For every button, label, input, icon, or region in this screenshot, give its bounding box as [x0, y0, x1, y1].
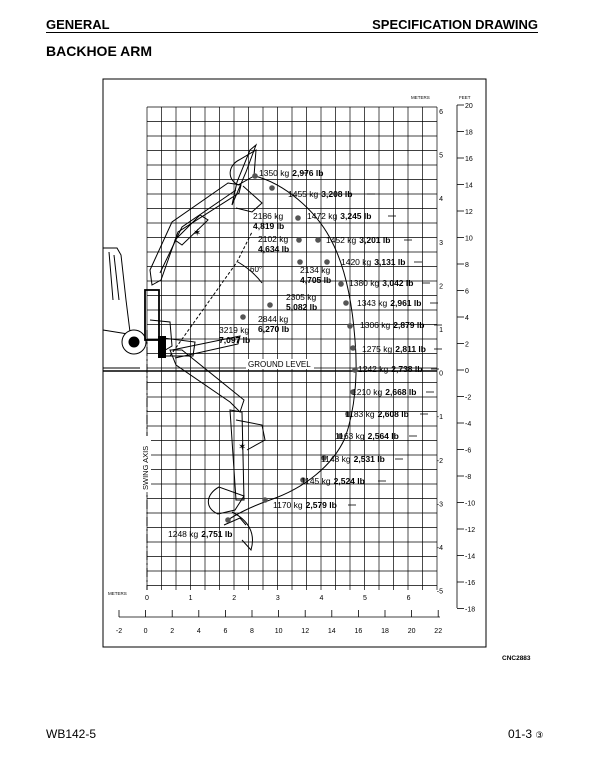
capacity-lb: 2,608 lb: [377, 409, 409, 419]
grid: [147, 107, 437, 590]
capacity-point: [315, 237, 321, 243]
header-document-type: SPECIFICATION DRAWING: [372, 17, 538, 32]
horizontal-feet-tick: 14: [327, 628, 336, 635]
vertical-feet-tick: -12: [465, 527, 476, 534]
capacity-point: [350, 345, 356, 351]
horizontal-meter-tick: 6: [406, 595, 411, 602]
vertical-feet-tick: -16: [465, 580, 476, 587]
capacity-point: [347, 323, 353, 329]
capacity-label: [362, 344, 426, 354]
capacity-lb: 3,245 lb: [340, 211, 372, 221]
capacity-kg: 1380 kg: [349, 278, 380, 288]
horizontal-meter-scale: [145, 595, 411, 602]
feet-unit-label-top: FEET: [459, 95, 471, 100]
vertical-feet-tick: -6: [465, 447, 472, 455]
vertical-feet-tick: -4: [465, 421, 472, 428]
vertical-meter-tick: -5: [436, 588, 443, 596]
vertical-feet-tick: 8: [465, 262, 469, 269]
capacity-lb: 7,097 lb: [219, 335, 251, 345]
capacity-kg: 2844 kg: [258, 314, 289, 324]
header-section-name: GENERAL: [46, 17, 110, 32]
footer-revision-mark: ③: [535, 730, 544, 740]
capacity-kg: 1170 kg: [273, 500, 303, 510]
backhoe-arm-outlines: [150, 145, 265, 550]
capacity-label: [341, 257, 405, 267]
vertical-meter-tick: -2: [436, 457, 443, 465]
horizontal-feet-tick: 18: [381, 628, 389, 635]
capacity-label: [300, 265, 331, 285]
vertical-meter-tick: 3: [439, 239, 443, 247]
capacity-points: [225, 173, 358, 523]
vertical-meter-scale: [437, 109, 443, 596]
horizontal-feet-tick: 0: [143, 628, 148, 635]
horizontal-meter-tick: 1: [188, 595, 193, 602]
horizontal-feet-tick: 2: [170, 628, 175, 635]
capacity-lb: 4,634 lb: [258, 244, 290, 254]
horizontal-meter-tick: 3: [275, 595, 280, 602]
capacity-point: [240, 314, 246, 320]
horizontal-feet-tick: 4: [196, 628, 201, 635]
horizontal-meter-tick: 5: [363, 595, 367, 602]
capacity-kg: 1183 kg: [345, 409, 375, 419]
swing-axis-label: SWING AXIS: [141, 445, 150, 490]
capacity-kg: 1275 kg: [362, 344, 393, 354]
vertical-feet-tick: -8: [465, 474, 472, 481]
meters-unit-label-top: METERS: [411, 95, 430, 100]
meters-unit-label-bottom: METERS: [108, 591, 127, 596]
capacity-lb: 4,819 lb: [253, 221, 285, 231]
vertical-feet-tick: 0: [465, 368, 469, 375]
capacity-kg: 1350 kg: [259, 168, 290, 178]
capacity-label: [357, 298, 421, 308]
capacity-label: [301, 476, 365, 486]
capacity-lb: 2,531 lb: [353, 454, 385, 464]
vertical-meter-tick: -4: [436, 545, 443, 552]
capacity-lb: 2,879 lb: [393, 320, 425, 330]
capacity-label: [358, 364, 422, 374]
capacity-label: [352, 387, 416, 397]
drawing-code: CNC2883: [502, 655, 531, 662]
capacity-lb: 2,738 lb: [391, 364, 423, 374]
capacity-point: [225, 517, 231, 523]
capacity-kg: 1210 kg: [352, 387, 383, 397]
capacity-label: [258, 234, 289, 254]
boom-cylinder-raised: [175, 215, 208, 245]
horizontal-feet-tick: 8: [250, 628, 254, 635]
capacity-kg: 1248 kg: [168, 529, 199, 539]
capacity-kg: 2305 kg: [286, 292, 317, 302]
horizontal-feet-tick: -2: [115, 628, 123, 635]
capacity-point: [338, 281, 344, 287]
vertical-meter-tick: -1: [436, 414, 443, 422]
capacity-label: [219, 325, 250, 345]
vertical-meter-tick: 4: [439, 196, 443, 204]
capacity-label: [349, 278, 413, 288]
capacity-label: [307, 211, 371, 221]
capacity-label: [259, 168, 323, 178]
capacity-point: [269, 185, 275, 191]
horizontal-feet-tick: 12: [301, 628, 310, 635]
capacity-label: [335, 431, 399, 441]
vertical-feet-tick: 20: [465, 103, 473, 110]
horizontal-feet-tick: 10: [274, 628, 283, 635]
capacity-kg: 3219 kg: [219, 325, 250, 335]
vertical-feet-tick: 10: [465, 235, 473, 243]
capacity-point: [352, 367, 358, 373]
capacity-lb: 6,270 lb: [258, 324, 290, 334]
capacity-label: [360, 320, 424, 330]
vertical-feet-tick: 6: [465, 288, 469, 296]
capacity-lb: 2,811 lb: [395, 344, 426, 354]
vertical-feet-tick: 16: [465, 156, 473, 163]
capacity-lb: 2,668 lb: [385, 387, 417, 397]
horizontal-feet-tick: 20: [407, 628, 416, 635]
vertical-feet-scale: [457, 103, 475, 614]
vertical-meter-tick: 1: [439, 327, 443, 334]
capacity-point: [252, 173, 258, 179]
capacity-kg: 1148 kg: [321, 454, 351, 464]
capacity-kg: 1343 kg: [357, 298, 388, 308]
vertical-feet-tick: -10: [465, 500, 476, 508]
bucket-lowered-curl: [232, 512, 252, 550]
horizontal-meter-tick: 0: [145, 595, 149, 602]
capacity-lb: 5,082 lb: [286, 302, 318, 312]
capacity-kg: 1455 kg: [288, 189, 319, 199]
capacity-kg: 2186 kg: [253, 211, 284, 221]
capacity-kg: 1452 kg: [326, 235, 357, 245]
vertical-feet-tick: -18: [465, 606, 476, 614]
horizontal-feet-tick: 6: [223, 628, 228, 635]
page-title: BACKHOE ARM: [46, 43, 153, 59]
vertical-meter-tick: 5: [439, 152, 443, 160]
capacity-lb: 2,564 lb: [367, 431, 399, 441]
vertical-feet-tick: 12: [465, 209, 473, 216]
capacity-kg: 1420 kg: [341, 257, 372, 267]
capacity-lb: 2,961 lb: [390, 298, 422, 308]
vertical-feet-tick: -14: [465, 553, 476, 561]
vertical-meter-tick: -3: [436, 501, 443, 509]
capacity-kg: 2102 kg: [258, 234, 289, 244]
ground-level-label: GROUND LEVEL: [248, 360, 311, 369]
boom-lowered: [170, 350, 244, 412]
capacity-lb: 2,976 lb: [292, 168, 324, 178]
capacity-point: [296, 237, 302, 243]
vertical-feet-tick: -2: [465, 394, 472, 402]
capacity-label: [345, 409, 409, 419]
capacity-lb: 3,208 lb: [321, 189, 353, 199]
capacity-label: [273, 500, 337, 510]
horizontal-meter-tick: 4: [319, 595, 324, 602]
footer-page: [508, 727, 543, 741]
horizontal-meter-tick: 2: [232, 595, 237, 602]
capacity-label: [286, 292, 317, 312]
capacity-lb: 2,751 lb: [201, 529, 233, 539]
capacity-kg: 1163 kg: [335, 431, 365, 441]
vertical-meter-tick: 6: [439, 109, 443, 116]
capacity-point: [262, 497, 268, 503]
capacity-lb: 3,201 lb: [359, 235, 391, 245]
footer-model: WB142-5: [46, 727, 97, 741]
horizontal-feet-tick: 22: [434, 628, 443, 635]
capacity-point: [324, 259, 330, 265]
capacity-label: [258, 314, 289, 334]
capacity-kg: 1145 kg: [301, 476, 331, 486]
capacity-kg: 1242 kg: [358, 364, 389, 374]
capacity-label: [168, 529, 232, 539]
boom-pivot-mark: ✶: [193, 228, 202, 239]
capacity-kg: 1306 kg: [360, 320, 391, 330]
vertical-feet-tick: 2: [465, 341, 469, 349]
capacity-lb: 2,579 lb: [305, 500, 337, 510]
horizontal-feet-scale: [116, 610, 442, 635]
capacity-lb: 3,042 lb: [382, 278, 414, 288]
capacity-label: [253, 211, 284, 231]
vertical-feet-tick: 4: [465, 315, 469, 322]
vertical-meter-tick: 0: [439, 370, 443, 378]
capacity-point: [295, 215, 301, 221]
vertical-feet-tick: 14: [465, 182, 473, 190]
capacity-lb: 3,131 lb: [374, 257, 406, 267]
capacity-kg: 1472 kg: [307, 211, 338, 221]
capacity-label: [326, 235, 390, 245]
capacity-lb: 4,705 lb: [300, 275, 332, 285]
capacity-lb: 2,524 lb: [333, 476, 365, 486]
angle-label: 60°: [250, 265, 263, 274]
horizontal-feet-tick: 16: [354, 628, 363, 635]
capacity-label: [321, 454, 385, 464]
capacity-kg: 2134 kg: [300, 265, 331, 275]
bucket-pivot-mark: ✶: [238, 442, 247, 453]
vertical-meter-tick: 2: [439, 283, 443, 291]
footer-page-number: 01-3: [508, 727, 533, 741]
capacity-point: [343, 300, 349, 306]
capacity-point: [267, 302, 273, 308]
capacity-point: [297, 259, 303, 265]
vertical-feet-tick: 18: [465, 129, 473, 137]
